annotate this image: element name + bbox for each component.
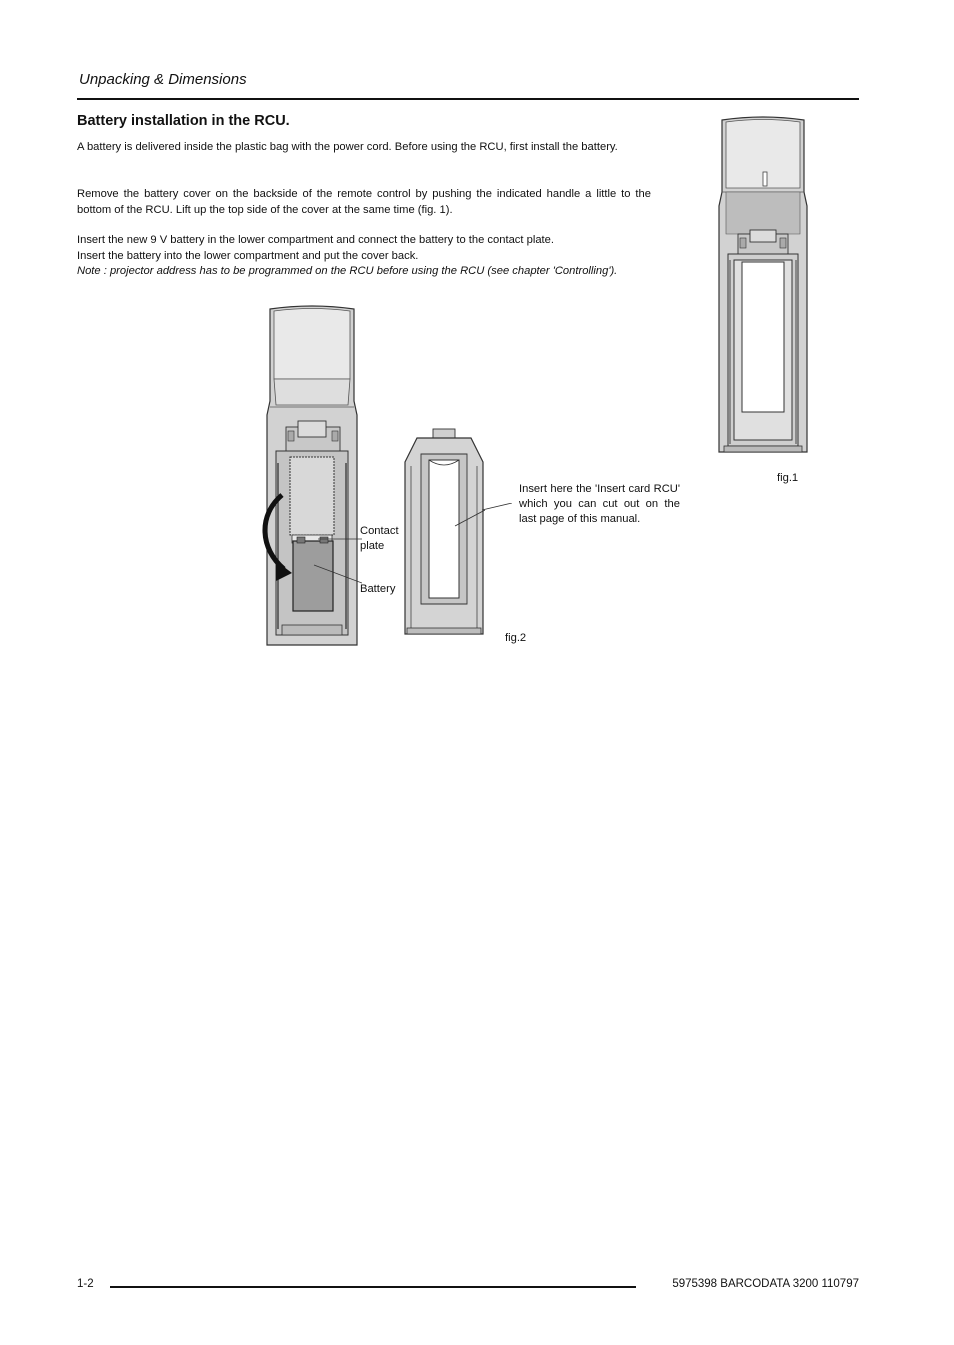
section-title: Battery installation in the RCU. — [77, 113, 290, 129]
footer-page-number: 1-2 — [77, 1278, 94, 1290]
page-header-title: Unpacking & Dimensions — [79, 71, 247, 88]
battery-label: Battery — [360, 583, 396, 595]
fig2-remote-battery-illustration — [262, 303, 362, 651]
fig2-caption: fig.2 — [505, 632, 527, 644]
paragraph-insert-battery — [77, 233, 651, 280]
footer-rule — [110, 1286, 636, 1288]
contact-plate-label: Contact plate — [360, 525, 399, 552]
fig1-caption: fig.1 — [777, 472, 799, 484]
footer-document-id: 5975398 BARCODATA 3200 110797 — [672, 1278, 859, 1290]
fig1-remote-illustration — [716, 114, 810, 460]
header-rule — [77, 98, 859, 100]
note-projector-address: Note : projector address has to be programmed on the RCU before using the RCU (see chapter 'Controlling'). — [77, 265, 618, 277]
insert-card-pointer-line — [482, 503, 512, 519]
insert-card-note: Insert here the 'Insert card RCU' which you can cut out on the last page of this manual. — [519, 483, 680, 525]
insert-battery-line1: Insert the new 9 V battery in the lower compartment and connect the battery to the contact plate. — [77, 234, 554, 246]
paragraph-battery-delivered: A battery is delivered inside the plastic bag with the power cord. Before using the RCU, first install the battery. — [77, 141, 618, 153]
insert-battery-line2: Insert the battery into the lower compartment and put the cover back. — [77, 249, 419, 262]
paragraph-remove-cover: Remove the battery cover on the backside of the remote control by pushing the indicated handle a little to the bottom of the RCU. Lift up the top side of the cover at the same time (fig. 1). — [77, 188, 651, 216]
